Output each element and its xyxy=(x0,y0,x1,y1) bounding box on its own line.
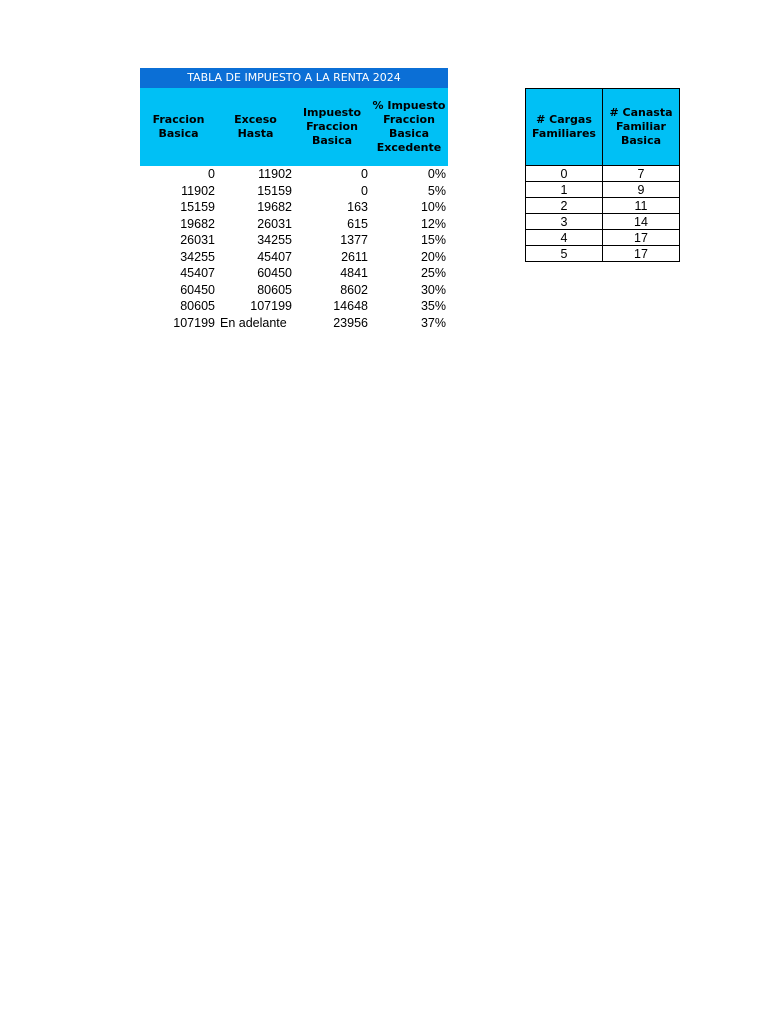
table-row xyxy=(526,166,680,182)
cell-canasta: 17 xyxy=(603,246,680,262)
cell-canasta: 17 xyxy=(603,230,680,246)
tax-table-body xyxy=(140,166,448,331)
header-exceso-hasta: Exceso Hasta xyxy=(234,113,277,140)
cell-fraccion-basica: 0 xyxy=(208,167,215,181)
cell-porcentaje: 37% xyxy=(420,315,446,330)
cell-canasta: 14 xyxy=(603,214,680,230)
cell-porcentaje: 35% xyxy=(420,299,446,313)
table-row xyxy=(140,232,448,249)
cargas-table-header xyxy=(526,89,680,166)
table-row xyxy=(140,265,448,282)
cell-impuesto: 615 xyxy=(347,216,368,231)
cell-exceso-hasta: 15159 xyxy=(257,183,292,198)
cell-exceso-hasta: 80605 xyxy=(257,282,292,297)
tax-table-title: TABLA DE IMPUESTO A LA RENTA 2024 xyxy=(140,68,448,88)
table-row xyxy=(526,230,680,246)
cell-cargas: 3 xyxy=(526,214,603,230)
cell-impuesto: 4841 xyxy=(340,266,368,280)
table-row xyxy=(140,315,448,332)
cell-cargas: 2 xyxy=(526,198,603,214)
cell-porcentaje: 10% xyxy=(420,200,446,214)
cell-canasta: 11 xyxy=(603,198,680,214)
table-row xyxy=(140,298,448,315)
cell-impuesto: 23956 xyxy=(333,315,368,330)
cell-exceso-hasta: 34255 xyxy=(257,233,292,247)
cell-canasta: 9 xyxy=(603,182,680,198)
tax-table xyxy=(140,68,448,331)
cell-impuesto: 14648 xyxy=(333,299,368,313)
table-row xyxy=(526,198,680,214)
cell-fraccion-basica: 80605 xyxy=(180,299,215,313)
cell-exceso-hasta: 19682 xyxy=(257,200,292,214)
table-row xyxy=(140,183,448,200)
header-canasta-familiar-basica: # Canasta Familiar Basica xyxy=(603,89,680,166)
cell-impuesto: 0 xyxy=(361,183,368,198)
table-row xyxy=(140,166,448,183)
cell-fraccion-basica: 60450 xyxy=(180,282,215,297)
cell-cargas: 1 xyxy=(526,182,603,198)
header-cargas-familiares: # Cargas Familiares xyxy=(526,89,603,166)
cell-impuesto: 1377 xyxy=(340,233,368,247)
cell-exceso-hasta: 26031 xyxy=(257,216,292,231)
cell-exceso-hasta: En adelante xyxy=(220,315,287,330)
cell-porcentaje: 0% xyxy=(427,167,446,181)
cell-exceso-hasta: 45407 xyxy=(257,249,292,264)
table-row xyxy=(140,199,448,216)
cell-exceso-hasta: 60450 xyxy=(257,266,292,280)
cell-porcentaje: 25% xyxy=(420,266,446,280)
header-impuesto-fraccion-basica: Impuesto Fraccion Basica xyxy=(302,106,362,147)
table-row xyxy=(140,282,448,299)
header-fraccion-basica: Fraccion Basica xyxy=(152,113,205,140)
cell-porcentaje: 20% xyxy=(420,249,446,264)
cell-fraccion-basica: 34255 xyxy=(180,249,215,264)
cell-impuesto: 163 xyxy=(347,200,368,214)
cell-fraccion-basica: 26031 xyxy=(180,233,215,247)
table-row xyxy=(526,214,680,230)
cell-porcentaje: 15% xyxy=(420,233,446,247)
cell-cargas: 5 xyxy=(526,246,603,262)
cell-exceso-hasta: 107199 xyxy=(250,299,292,313)
cell-impuesto: 8602 xyxy=(340,282,368,297)
table-row xyxy=(140,249,448,266)
tax-table-header xyxy=(140,88,448,166)
cell-cargas: 4 xyxy=(526,230,603,246)
cell-impuesto: 2611 xyxy=(341,249,368,264)
cell-porcentaje: 30% xyxy=(420,282,446,297)
table-row xyxy=(526,246,680,262)
cell-fraccion-basica: 11902 xyxy=(181,183,215,198)
cell-cargas: 0 xyxy=(526,166,603,182)
cell-fraccion-basica: 45407 xyxy=(180,266,215,280)
table-row xyxy=(140,216,448,233)
cell-fraccion-basica: 107199 xyxy=(173,315,215,330)
header-porcentaje-impuesto: % Impuesto Fraccion Basica Excedente xyxy=(372,99,446,154)
cargas-familiares-table xyxy=(525,88,680,262)
cell-canasta: 7 xyxy=(603,166,680,182)
cell-fraccion-basica: 19682 xyxy=(180,216,215,231)
table-row xyxy=(526,182,680,198)
cell-porcentaje: 12% xyxy=(420,216,446,231)
cell-porcentaje: 5% xyxy=(427,183,446,198)
cell-fraccion-basica: 15159 xyxy=(180,200,215,214)
cell-exceso-hasta: 11902 xyxy=(258,167,292,181)
cell-impuesto: 0 xyxy=(361,167,368,181)
